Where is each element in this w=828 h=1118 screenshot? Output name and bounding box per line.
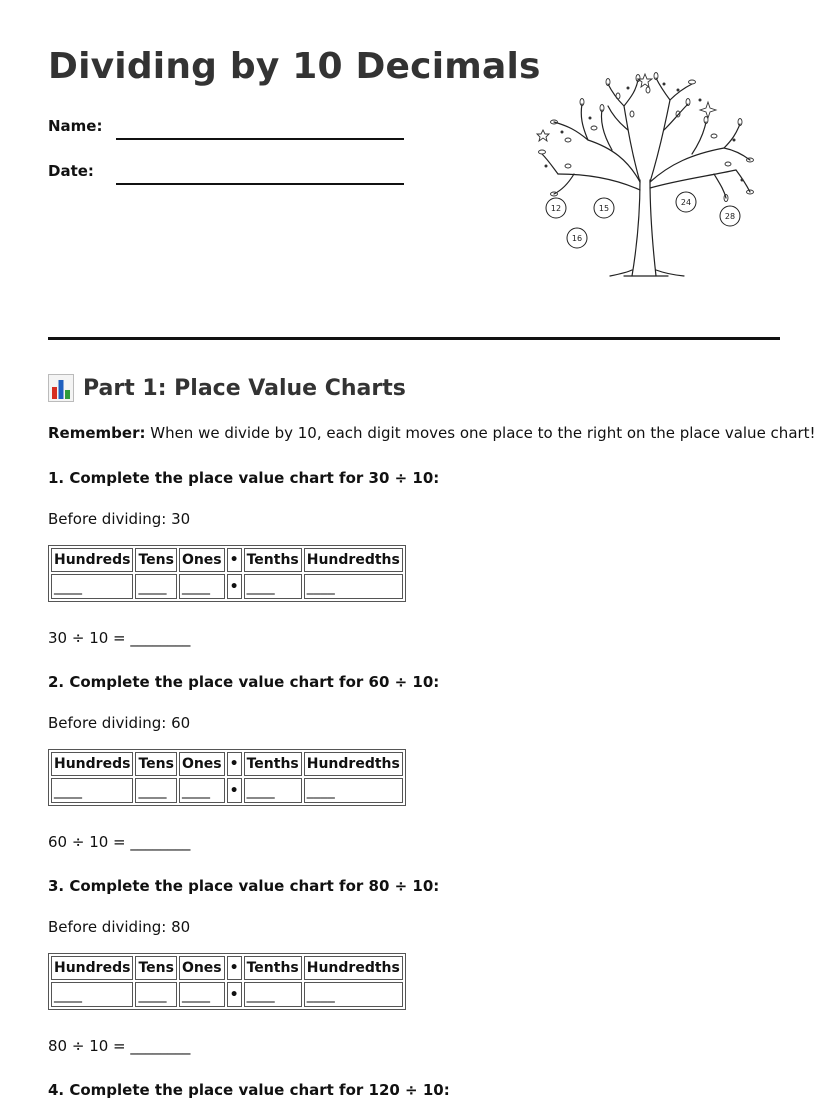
- header-hundredths: Hundredths: [304, 752, 403, 776]
- blank-tenths[interactable]: ____: [244, 778, 302, 803]
- part1-heading-text: Part 1: Place Value Charts: [83, 375, 406, 401]
- blank-tens[interactable]: ____: [135, 574, 177, 599]
- header-hundreds: Hundreds: [51, 548, 133, 572]
- table-header-row: [51, 752, 403, 776]
- ornament-number: 15: [598, 204, 610, 213]
- table-header-row: [51, 956, 403, 980]
- blank-hundredths[interactable]: ____: [304, 982, 403, 1007]
- ornament-number: 12: [550, 204, 562, 213]
- table-header-row: [51, 548, 403, 572]
- part1-heading: [48, 374, 406, 402]
- header-tenths: Tenths: [244, 956, 302, 980]
- header-hundreds: Hundreds: [51, 752, 133, 776]
- remember-note: [48, 424, 816, 442]
- blank-tenths[interactable]: ____: [244, 982, 302, 1007]
- decimal-point-cell: •: [227, 574, 242, 599]
- header-tenths: Tenths: [244, 548, 302, 572]
- tree-illustration: [528, 70, 758, 284]
- header-decimal-point: •: [227, 956, 242, 980]
- question-3-place-value-table: [48, 953, 406, 1010]
- question-2-answer[interactable]: 60 ÷ 10 = ________: [48, 833, 191, 851]
- table-answer-row: [51, 574, 403, 599]
- decimal-point-cell: •: [227, 778, 242, 803]
- header-hundreds: Hundreds: [51, 956, 133, 980]
- name-line[interactable]: [116, 138, 404, 140]
- blank-ones[interactable]: ____: [179, 778, 225, 803]
- header-tens: Tens: [135, 956, 177, 980]
- worksheet-title: Dividing by 10 Decimals: [48, 46, 541, 87]
- header-tens: Tens: [135, 548, 177, 572]
- question-2-title: 2. Complete the place value chart for 60 ÷ 10:: [48, 673, 440, 691]
- question-2-before: Before dividing: 60: [48, 714, 191, 732]
- question-1-title: 1. Complete the place value chart for 30 ÷ 10:: [48, 469, 440, 487]
- question-4-title: 4. Complete the place value chart for 120 ÷ 10:: [48, 1081, 450, 1099]
- blank-hundredths[interactable]: ____: [304, 778, 403, 803]
- header-tenths: Tenths: [244, 752, 302, 776]
- blank-hundreds[interactable]: ____: [51, 574, 133, 599]
- date-line[interactable]: [116, 183, 404, 185]
- decimal-point-cell: •: [227, 982, 242, 1007]
- date-label: Date:: [48, 162, 94, 180]
- section-divider: [48, 337, 780, 340]
- blank-tens[interactable]: ____: [135, 778, 177, 803]
- blank-tenths[interactable]: ____: [244, 574, 302, 599]
- question-1-before: Before dividing: 30: [48, 510, 191, 528]
- blank-hundredths[interactable]: ____: [304, 574, 403, 599]
- ornament-number: 16: [571, 234, 583, 243]
- header-ones: Ones: [179, 548, 225, 572]
- header-ones: Ones: [179, 956, 225, 980]
- question-3-title: 3. Complete the place value chart for 80 ÷ 10:: [48, 877, 440, 895]
- header-hundredths: Hundredths: [304, 548, 403, 572]
- header-tens: Tens: [135, 752, 177, 776]
- ornament-number: 24: [680, 198, 692, 207]
- question-3-before: Before dividing: 80: [48, 918, 191, 936]
- question-1-place-value-table: [48, 545, 406, 602]
- blank-tens[interactable]: ____: [135, 982, 177, 1007]
- table-answer-row: [51, 778, 403, 803]
- question-1-answer[interactable]: 30 ÷ 10 = ________: [48, 629, 191, 647]
- remember-label: Remember:: [48, 424, 146, 442]
- header-decimal-point: •: [227, 752, 242, 776]
- blank-hundreds[interactable]: ____: [51, 778, 133, 803]
- question-3-answer[interactable]: 80 ÷ 10 = ________: [48, 1037, 191, 1055]
- ornament-number: 28: [724, 212, 736, 221]
- blank-ones[interactable]: ____: [179, 982, 225, 1007]
- name-label: Name:: [48, 117, 103, 135]
- question-2-place-value-table: [48, 749, 406, 806]
- blank-hundreds[interactable]: ____: [51, 982, 133, 1007]
- header-decimal-point: •: [227, 548, 242, 572]
- blank-ones[interactable]: ____: [179, 574, 225, 599]
- header-hundredths: Hundredths: [304, 956, 403, 980]
- table-answer-row: [51, 982, 403, 1007]
- remember-text: When we divide by 10, each digit moves one place to the right on the place value chart!: [145, 424, 816, 442]
- header-ones: Ones: [179, 752, 225, 776]
- bar-chart-icon: [48, 374, 74, 402]
